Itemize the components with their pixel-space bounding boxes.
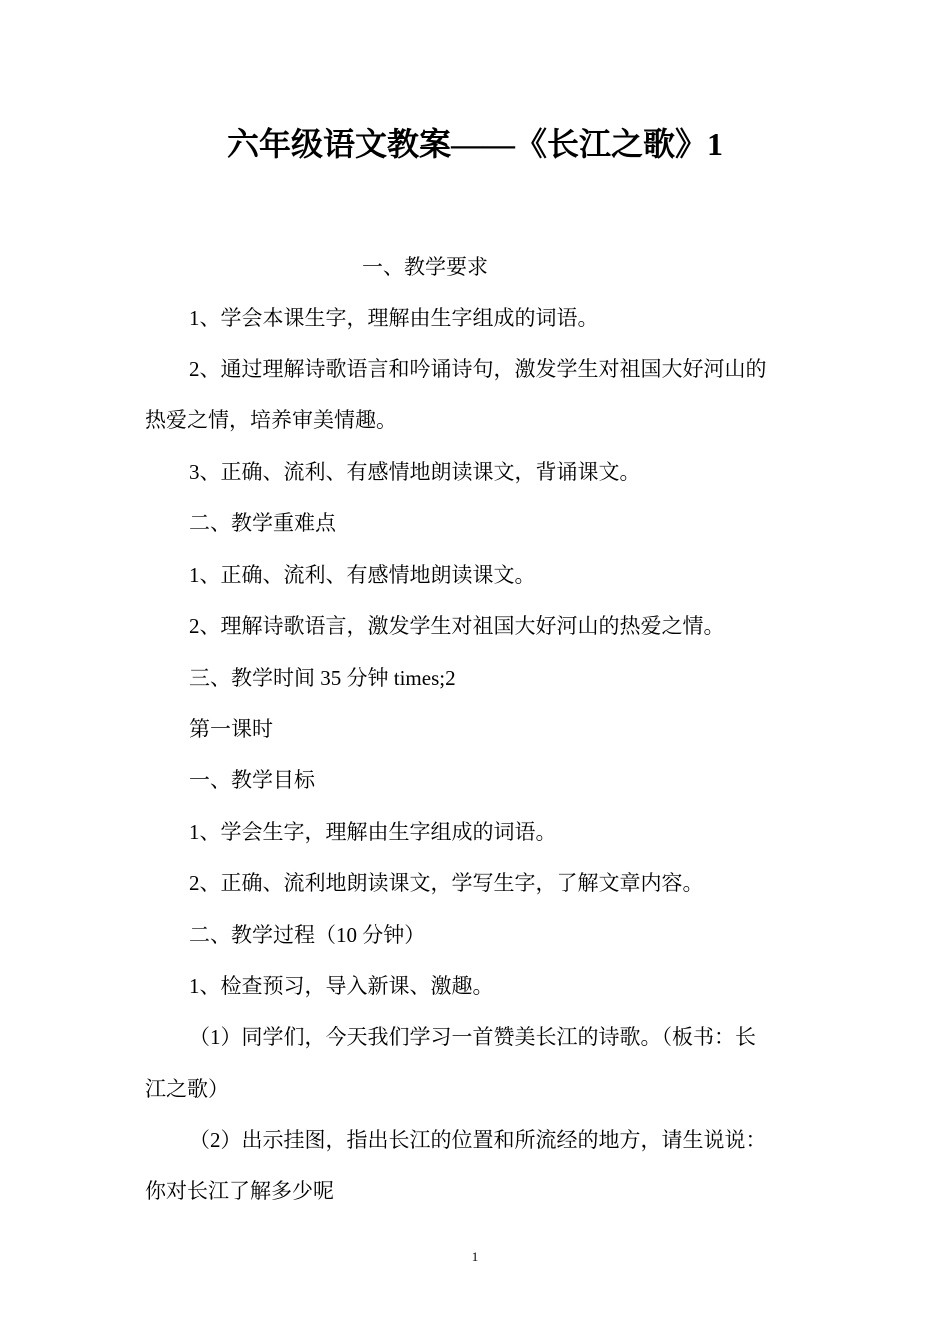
paragraph-line: 1、学会本课生字，理解由生字组成的词语。 [189, 306, 599, 330]
paragraph-line: （2）出示挂图，指出长江的位置和所流经的地方，请生说说： [189, 1128, 767, 1152]
lesson-heading: 第一课时 [189, 717, 273, 741]
paragraph-line-continuation: 你对长江了解多少呢 [145, 1179, 334, 1203]
paragraph-line: 1、检查预习，导入新课、激趣。 [189, 974, 494, 998]
section-heading-key-points: 二、教学重难点 [189, 511, 336, 535]
paragraph-line: 3、正确、流利、有感情地朗读课文，背诵课文。 [189, 460, 641, 484]
paragraph-line: 1、学会生字，理解由生字组成的词语。 [189, 820, 557, 844]
paragraph-line: 2、正确、流利地朗读课文，学写生字，了解文章内容。 [189, 871, 704, 895]
paragraph-line: 2、理解诗歌语言，激发学生对祖国大好河山的热爱之情。 [189, 614, 725, 638]
page-number: 1 [471, 1249, 479, 1264]
document-title: 六年级语文教案——《长江之歌》1 [226, 126, 723, 162]
paragraph-line: 2、通过理解诗歌语言和吟诵诗句，激发学生对祖国大好河山的 [189, 357, 767, 381]
section-heading-objectives: 一、教学目标 [189, 768, 315, 792]
section-heading-process: 二、教学过程（10 分钟） [189, 923, 426, 947]
section-heading-requirements: 一、教学要求 [362, 255, 488, 279]
paragraph-line: （1）同学们，今天我们学习一首赞美长江的诗歌。（板书：长 [189, 1025, 756, 1049]
section-heading-time: 三、教学时间 35 分钟 times;2 [189, 666, 456, 690]
paragraph-line-continuation: 热爱之情，培养审美情趣。 [145, 408, 397, 432]
paragraph-line-continuation: 江之歌） [145, 1077, 229, 1101]
paragraph-line: 1、正确、流利、有感情地朗读课文。 [189, 563, 536, 587]
